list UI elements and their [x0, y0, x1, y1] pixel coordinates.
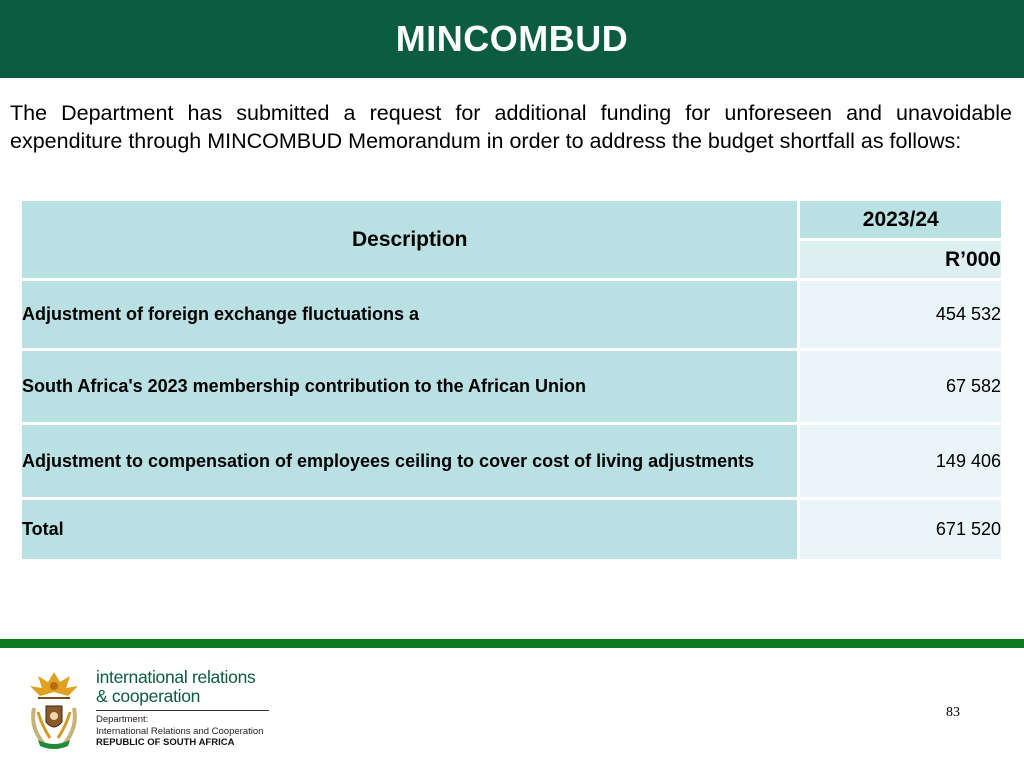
row-description: South Africa's 2023 membership contribution to the African Union	[21, 350, 799, 424]
total-row	[21, 499, 1003, 561]
table-row	[21, 350, 1003, 424]
country-name: REPUBLIC OF SOUTH AFRICA	[96, 737, 235, 748]
intro-paragraph: The Department has submitted a request for additional funding for unforeseen and unavoidable expenditure through MINCOMBUD Memorandum in order to address the budget shortfall as follows:	[10, 101, 1012, 153]
total-value: 671 520	[799, 499, 1003, 561]
row-value: 454 532	[799, 280, 1003, 350]
row-value: 67 582	[799, 350, 1003, 424]
total-label: Total	[21, 499, 799, 561]
title-bar	[0, 0, 1024, 78]
brand-line-1: international relations	[96, 667, 256, 687]
table-row	[21, 280, 1003, 350]
department-label: Department:	[96, 714, 149, 725]
brand-line-2: & cooperation	[96, 686, 201, 706]
header-unit: R’000	[799, 240, 1003, 280]
department-name: International Relations and Cooperation	[96, 725, 264, 737]
page-number: 83	[946, 705, 960, 720]
row-description: Adjustment to compensation of employees ceiling to cover cost of living adjustments	[21, 424, 799, 499]
header-description: Description	[21, 200, 799, 280]
budget-table	[19, 198, 1004, 562]
coat-of-arms-logo	[24, 668, 84, 750]
row-description: Adjustment of foreign exchange fluctuations a	[21, 280, 799, 350]
footer-divider	[0, 639, 1024, 648]
page-title: MINCOMBUD	[395, 18, 629, 59]
row-value: 149 406	[799, 424, 1003, 499]
table-row	[21, 424, 1003, 499]
header-year: 2023/24	[799, 200, 1003, 240]
department-brand	[96, 668, 276, 749]
brand-divider	[96, 710, 269, 711]
